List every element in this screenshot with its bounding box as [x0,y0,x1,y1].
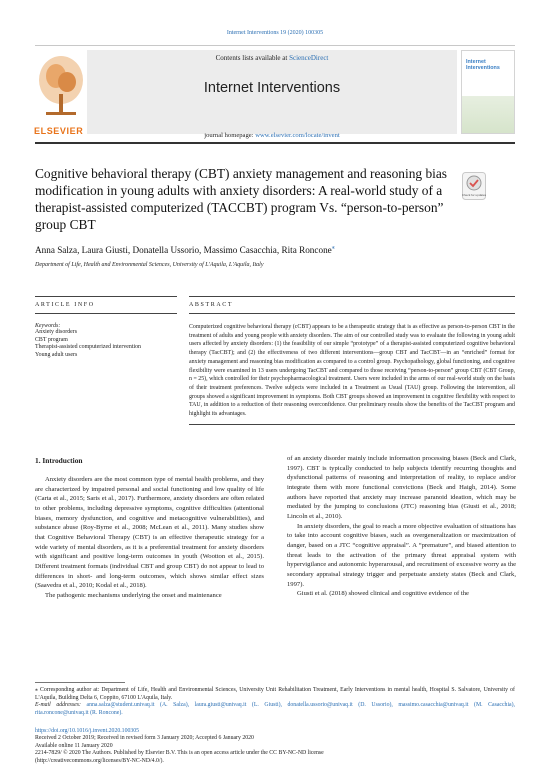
abstract-rule-bottom [189,424,515,425]
article-info-rule-bottom [35,313,177,314]
homepage-line [87,132,457,139]
masthead-banner [87,50,457,139]
abstract-rule-top [189,296,515,297]
email-label: E-mail addresses: [35,702,81,709]
contents-prefix: Contents lists available at [215,54,290,62]
journal-masthead [35,45,515,144]
email-links[interactable]: anna.salza@student.univaq.it (A. Salza), laura.giusti@univaq.it (L. Giusti), donatella.ussorio@univaq.it (D. Ussorio), massimo.casacchia@univaq.it (M. Casacchia), rita.roncone@univaq.it (R. Roncone). [35,702,516,716]
article-info-section [35,296,177,359]
homepage-link[interactable]: www.elsevier.com/locate/invent [255,132,340,139]
keyword-item: Anxiety disorders [35,329,78,335]
journal-title: Internet Interventions [203,80,341,96]
contents-line [87,54,457,62]
publisher-name: ELSEVIER [34,126,84,136]
check-for-updates-badge[interactable] [462,172,486,200]
license-url[interactable]: (http://creativecommons.org/licenses/BY-NC-ND/4.0/). [35,757,164,764]
article-info-rule-top [35,296,177,297]
available-online: Available online 11 January 2020 [35,742,113,749]
license-statement: 2214-7829/ © 2020 The Authors. Published by Elsevier B.V. This is an open access article under the CC BY-NC-ND license [35,750,324,757]
cover-title-line-2: Interventions [466,65,500,71]
email-addresses [35,702,515,717]
introduction-heading: 1. Introduction [35,456,83,465]
cover-title-line-1: Internet [466,59,486,65]
corresponding-author-mark[interactable]: ⁎ [331,245,335,251]
journal-reference-link[interactable]: Internet Interventions 19 (2020) 100305 [226,30,324,36]
body-paragraph: In anxiety disorders, the goal to reach a more objective evaluation of situations has to take into account cognitive biases, such as overgeneralization or maximization of danger, based on a JTC “cognitive appraisal”. A “premature”, and biased attention to threat leads to the activation of the primary threat appraisal system with hypervigilance and autonomic hyperarousal, and recruitment of excessive worry as the secondary appraisal strategy trigger and perpetuate anxiety states (Beck and Clark, 1997). [287,522,516,588]
body-paragraph: Anxiety disorders are the most common type of mental health problems, and they are characterized by impaired personal and social functioning and low quality of life (Carta et al., 2015; Saris et al., 2017). Furthermore, anxiety disorders are often related to other problems, including depressive symptoms, cognitive difficulties (attentional biases, memory dysfunction, and cognitive and metacognitive vulnerabilities), and substance abuse (Roy-Byrne et al., 2008; McLean et al., 2011). Many studies show that Cognitive Behavioral Therapy (CBT) is an effective therapeutic strategy for a wide variety of mental disorders, as it is a preferential treatment for anxiety disorders with significant and positive long-term outcomes in youth (Wootton et al., 2015). Different treatment formats (individual CBT and group CBT) do not appear to lead to differences in short- and long-term outcomes, which shows similar effect sizes (Saavedra et al., 2010; Kodal et al., 2018). [35,476,264,590]
publication-history: Received 2 October 2019; Received in revised form 3 January 2020; Accepted 6 January 2020 [35,735,254,742]
author-list [35,244,335,255]
homepage-prefix: journal homepage: [204,132,256,139]
abstract-rule-mid [189,313,515,314]
body-paragraph: Giusti et al. (2018) showed clinical and cognitive evidence of the [297,590,469,598]
sciencedirect-link[interactable]: ScienceDirect [289,54,329,62]
affiliation: Department of Life, Health and Environmental Sciences, University of L'Aquila, L'Aquila, Italy [35,262,264,268]
elsevier-tree-icon [34,50,88,122]
abstract-section [189,296,515,425]
footnote-rule [35,682,125,683]
check-for-updates-icon [462,172,486,200]
article-info-heading: ARTICLE INFO [35,302,95,308]
keywords-list [35,329,177,359]
doi-link[interactable]: https://doi.org/10.1016/j.invent.2020.100305 [35,728,140,734]
authors-text: Anna Salza, Laura Giusti, Donatella Ussorio, Massimo Casacchia, Rita Roncone [35,245,332,256]
keyword-item: Young adult users [35,351,78,358]
corresponding-author-note: ⁎ Corresponding author at: Department of Life, Health and Environmental Sciences, University Unit Rehabilitation Treatment, Early Interventions in mental health, Hospital S. Salvatore, University of L'Aquila, Building Delta 6, Coppito, 67100 L'Aquila, Italy. [35,687,515,701]
abstract-text: Computerized cognitive behavioral therapy (cCBT) appears to be a therapeutic strategy that is as effective as person-to-person CBT in the treatment of adults and young people with anxiety disorders. The aim of our controlled study was to evaluate the following in young adult users affected by anxiety disorders: (1) the feasibility of our simple “prototype” of a therapist-assisted computerized cognitive behavioral therapy (TacCBT); and (2) the effectiveness of two different interventions—group CBT and TacCBT—in an “enriched” format for anxiety management and reasoning bias modification as compared to a control group. Psychopathology, global functioning, and cognitive flexibility were examined in 13 users undergoing TacCBT and compared to those receiving “person-to-person” group CBT (CBT Group, n = 25), which controlled for their psychopharmacological treatment. Users were included in the arms of our real-world study on the basis of their treatment preferences. Twelve subjects were included in a Treatment as Usual (TAU) group. Following the intervention, all groups showed a significant improvement in symptoms. Both CBT groups showed an improvement in cognitive flexibility with respect to TAU, in addition to a reduction of their reasoning overconfidence. Our preliminary results show the benefits of the TacCBT program and highlight its advantages. [189,324,515,418]
body-column-left [35,454,264,601]
keyword-item: CBT program [35,336,68,343]
keyword-item: Therapist-assisted computerized intervention [35,344,141,351]
elsevier-logo [34,50,88,134]
journal-cover-thumbnail [461,50,515,134]
article-title: Cognitive behavioral therapy (CBT) anxiety management and reasoning bias modification in young adults with anxiety disorders: A real-world study of a therapist-assisted computerized (TACCBT) program Vs. “person-to-person” group CBT [35,166,448,232]
footnotes [35,682,515,717]
cover-title [466,59,500,71]
check-for-updates-text: Check for updates [462,193,486,197]
body-paragraph: of an anxiety disorder mainly include information processing biases (Beck and Clark, 1997). CBT is typically conducted to help subjects identify recurring thoughts and dysfunctional patterns of reasoning and interpretation of reality, to replace and/or integrate them with more functional convictions (Beck and Haigh, 2014). Some authors have reported that anxiety may increase paranoid ideation, which may be mediated by the jumping to conclusions (JTC) reasoning bias (Giusti et al., 2018; Lincoln et al., 2010). [287,455,516,520]
body-column-right [287,454,516,599]
abstract-heading: ABSTRACT [189,302,234,308]
body-paragraph: The pathogenic mechanisms underlying the onset and maintenance [45,591,222,599]
keywords-label: Keywords: [35,323,61,329]
publication-info [35,728,515,765]
